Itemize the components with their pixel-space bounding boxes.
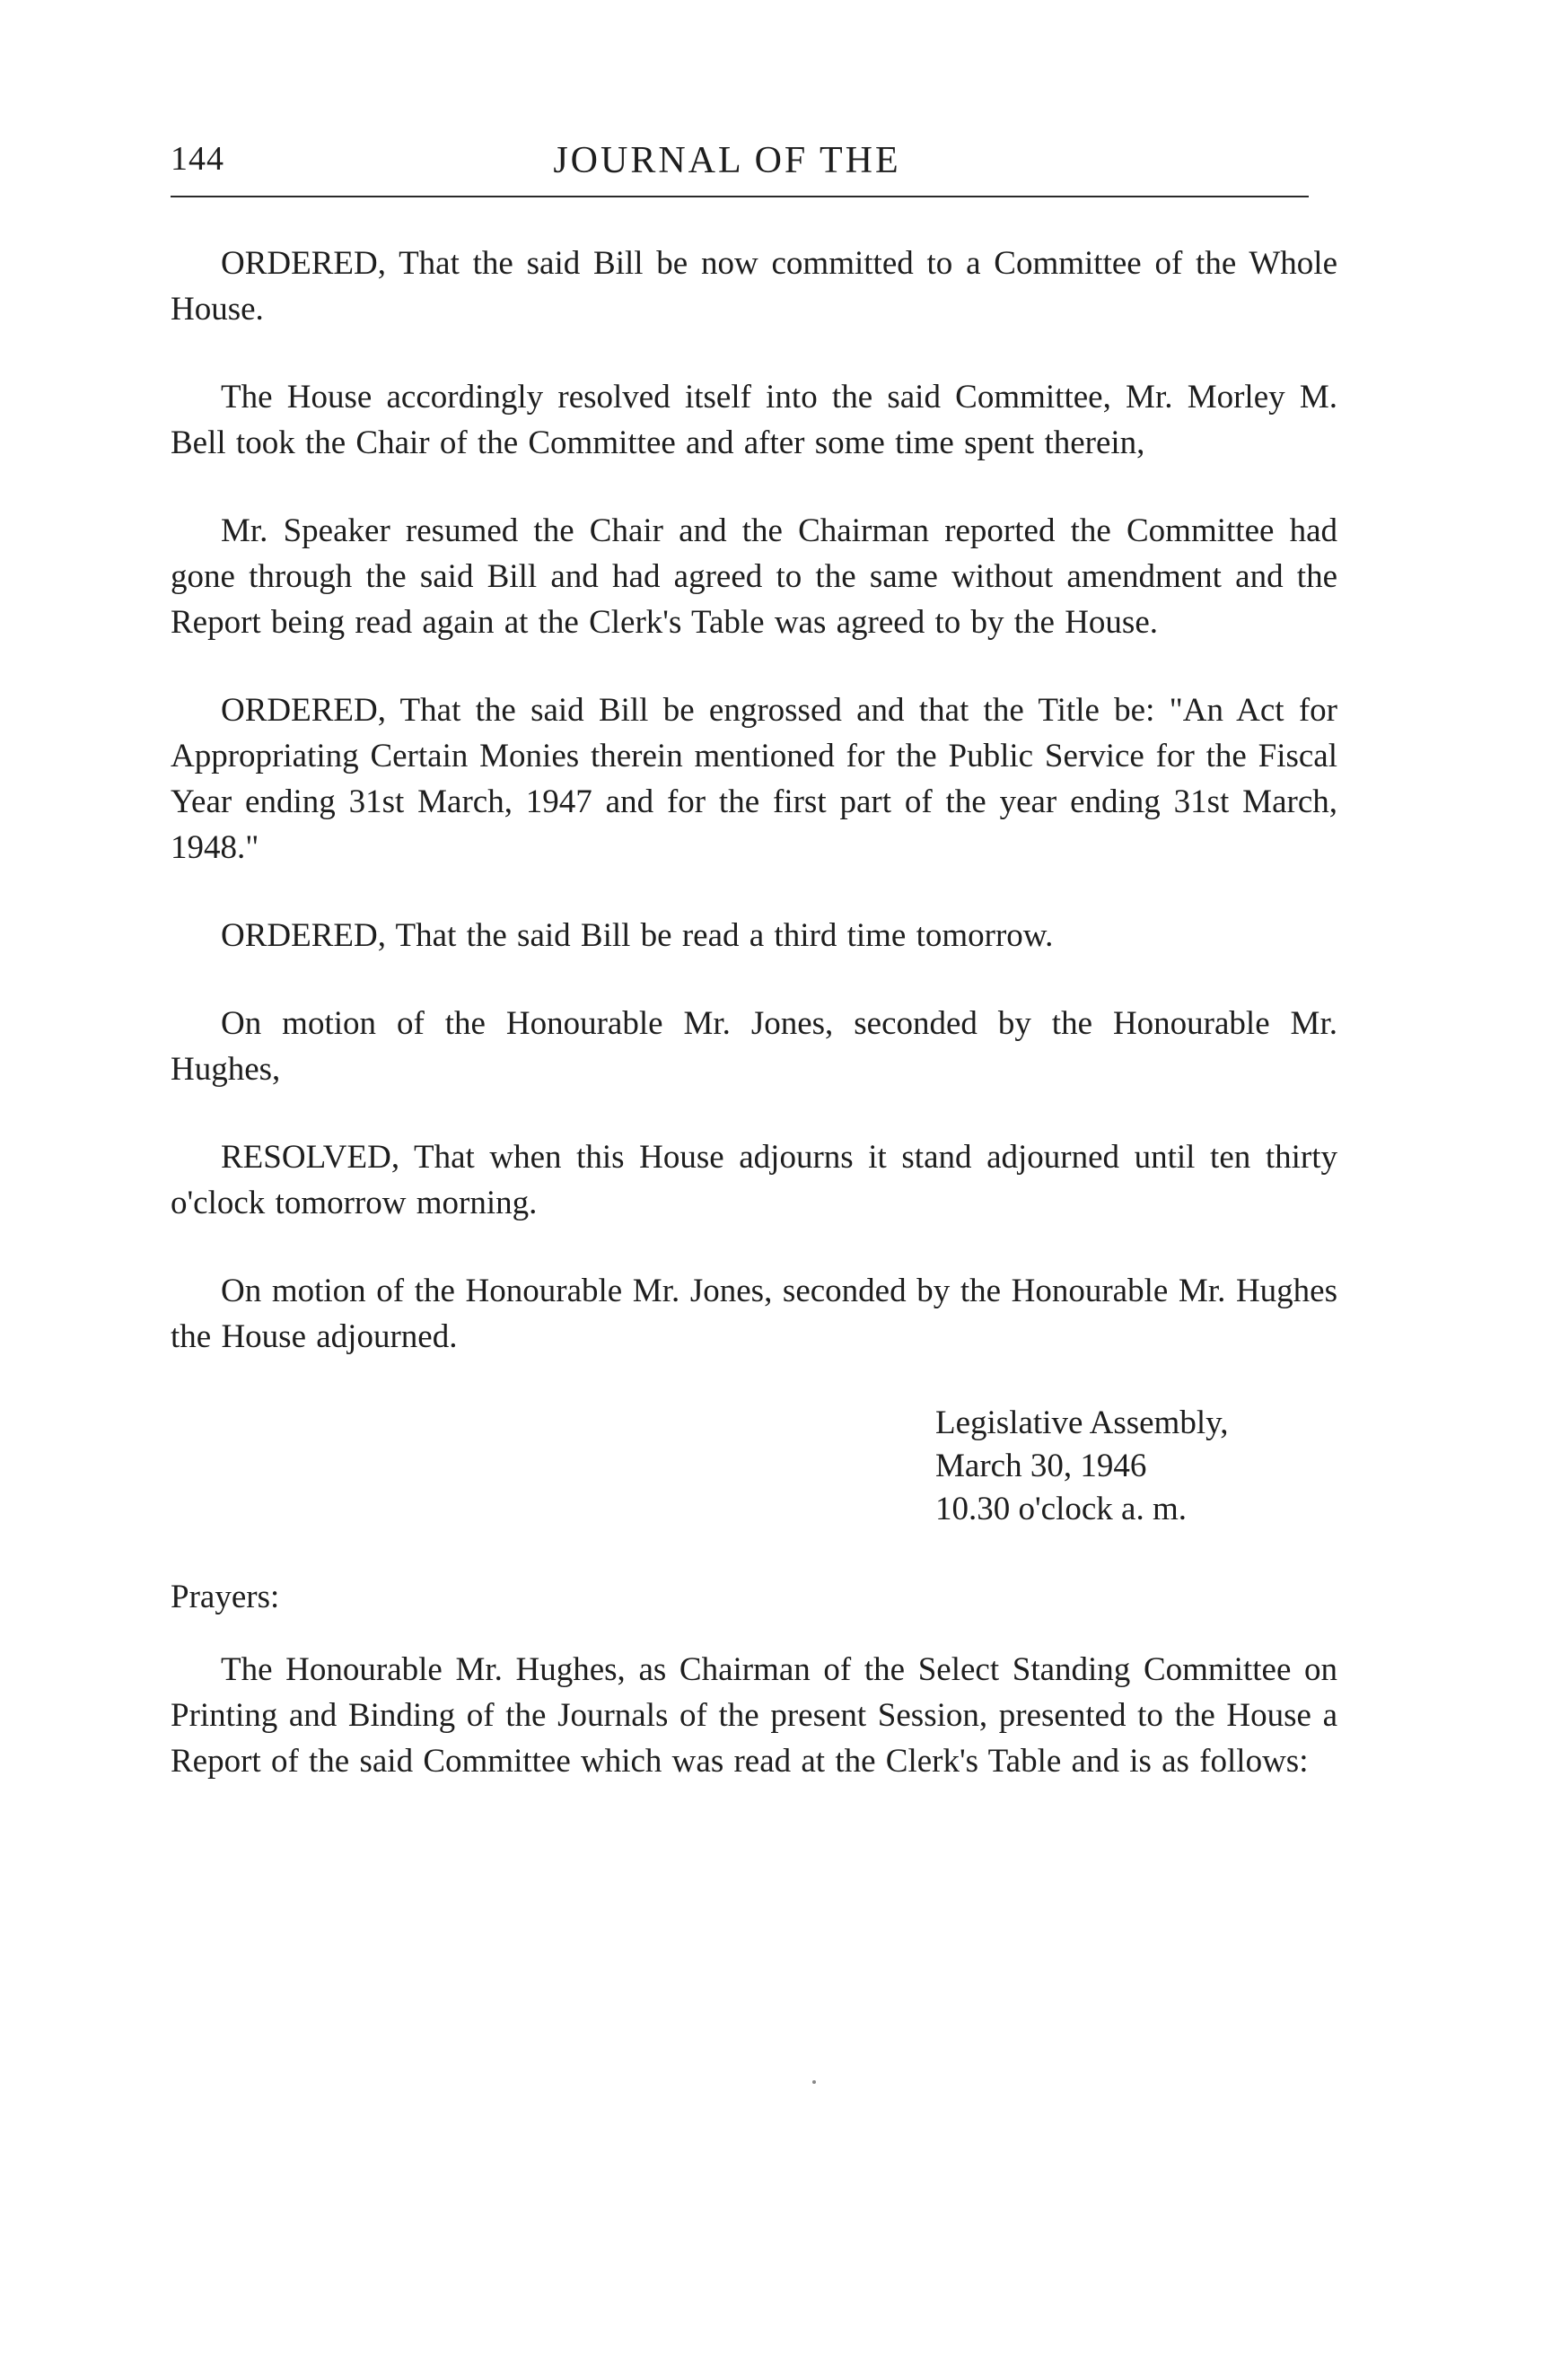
paragraph-house-resolved: The House accordingly resolved itself into the said Committee, Mr. Morley M. Bell took the Chair of the Committee and after some time spent therein, bbox=[171, 379, 1337, 461]
paragraph-ordered-third-reading: ORDERED, That the said Bill be read a third time tomorrow. bbox=[221, 917, 1054, 954]
page-number: 144 bbox=[171, 140, 224, 178]
header-rule bbox=[171, 196, 1309, 197]
paper-speck bbox=[812, 2080, 816, 2084]
running-head: JOURNAL OF THE bbox=[553, 140, 901, 181]
paragraph-motion-adjourned: On motion of the Honourable Mr. Jones, seconded by the Honourable Mr. Hughes the House adjourned. bbox=[171, 1273, 1337, 1355]
journal-body bbox=[171, 241, 1337, 1826]
dateline-time: 10.30 o'clock a. m. bbox=[935, 1491, 1187, 1527]
paragraph-resolved-adjourn: RESOLVED, That when this House adjourns it stand adjourned until ten thirty o'clock tomorrow morning. bbox=[171, 1139, 1337, 1221]
paragraph-ordered-committee: ORDERED, That the said Bill be now committed to a Committee of the Whole House. bbox=[171, 245, 1337, 328]
paragraph-motion-jones: On motion of the Honourable Mr. Jones, seconded by the Honourable Mr. Hughes, bbox=[171, 1005, 1337, 1088]
dateline-date: March 30, 1946 bbox=[935, 1448, 1147, 1484]
page-header bbox=[171, 139, 1311, 195]
prayers-heading: Prayers: bbox=[171, 1579, 280, 1615]
dateline-assembly: Legislative Assembly, bbox=[935, 1404, 1229, 1441]
paragraph-ordered-engrossed: ORDERED, That the said Bill be engrossed and that the Title be: "An Act for Appropriating Certain Monies therein mentioned for the Public Service for the Fiscal Year ending 31st March, 1947 and for the first part of the year ending 31st March, 1948." bbox=[171, 692, 1337, 866]
paragraph-committee-report: The Honourable Mr. Hughes, as Chairman of the Select Standing Committee on Printing and Binding of the Journals of the present Session, presented to the House a Report of the said Committee which was read at the Clerk's Table and is as follows: bbox=[171, 1651, 1337, 1780]
dateline bbox=[935, 1402, 1337, 1531]
paragraph-speaker-resumed: Mr. Speaker resumed the Chair and the Chairman reported the Committee had gone through the said Bill and had agreed to the same without amendment and the Report being read again at the Clerk's Table was agreed to by the House. bbox=[171, 512, 1337, 641]
